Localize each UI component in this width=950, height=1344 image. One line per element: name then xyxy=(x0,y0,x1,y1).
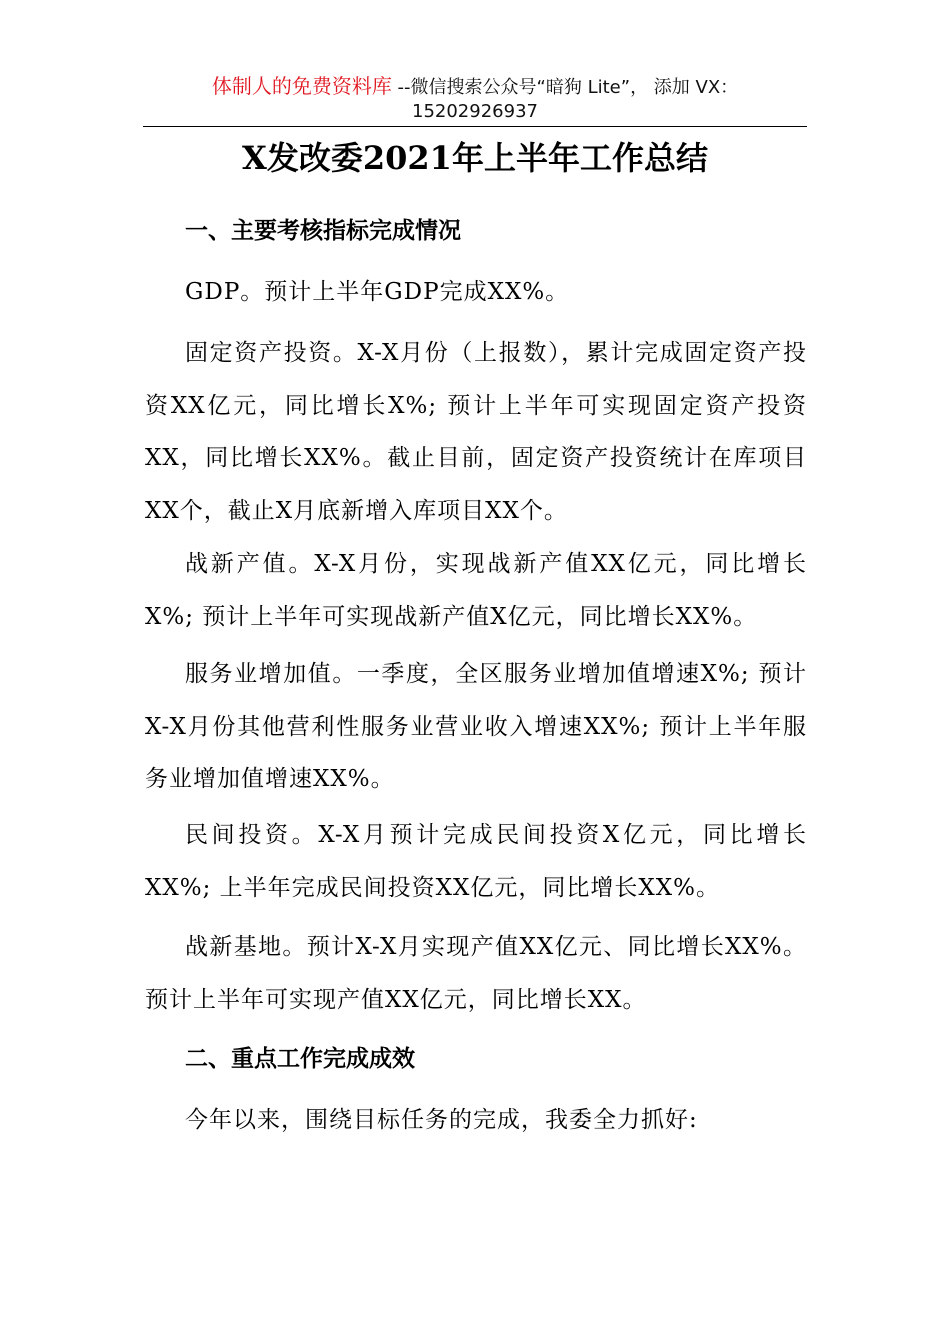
paragraph-strategic-emerging-output: 战新产值。X-X月份，实现战新产值XX亿元，同比增长X%; 预计上半年可实现战新产值X亿元，同比增长XX%。 xyxy=(145,551,807,630)
paragraph-strategic-bases: 战新基地。预计X-X月实现产值XX亿元、同比增长XX%。预计上半年可实现产值XX亿元，同比增长XX。 xyxy=(145,934,807,1013)
paragraph-intro-key-work: 今年以来，围绕目标任务的完成，我委全力抓好: xyxy=(185,1107,698,1133)
header-line xyxy=(143,74,807,100)
section-heading-2: 二、重点工作完成成效 xyxy=(185,1046,415,1072)
header-brand: 体制人的免费资料库 xyxy=(211,74,392,98)
paragraph-private-investment: 民间投资。X-X月预计完成民间投资X亿元，同比增长XX%; 上半年完成民间投资XX亿元，同比增长XX%。 xyxy=(145,822,807,901)
watermark-header xyxy=(143,74,807,124)
paragraph-service-industry: 服务业增加值。一季度，全区服务业增加值增速X%; 预计X-X月份其他营利性服务业营业收入增速XX%; 预计上半年服务业增加值增速XX%。 xyxy=(145,661,807,792)
paragraph-fixed-asset-investment: 固定资产投资。X-X月份（上报数），累计完成固定资产投资XX亿元，同比增长X%; 预计上半年可实现固定资产投资XX，同比增长XX%。截止目前，固定资产投资统计在库项目XX个，截止X月底新增入库项目XX个。 xyxy=(145,340,807,524)
header-note: --微信搜索公众号“暗狗 Lite”， 添加 VX： xyxy=(391,77,739,98)
section-heading-1: 一、主要考核指标完成情况 xyxy=(185,218,461,244)
document-title: X发改委2021年上半年工作总结 xyxy=(242,139,708,177)
header-divider xyxy=(143,126,807,127)
paragraph-gdp: GDP。预计上半年GDP完成XX%。 xyxy=(185,279,570,305)
header-phone: 15202926937 xyxy=(412,101,538,122)
